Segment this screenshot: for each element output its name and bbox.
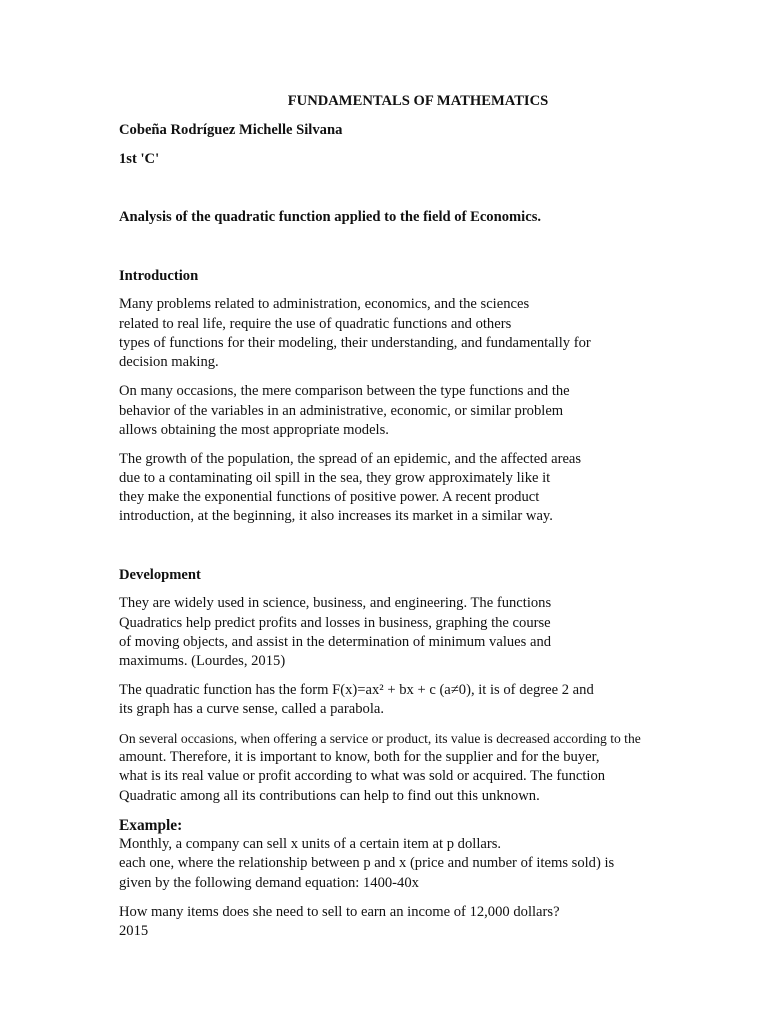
paragraph-line: introduction, at the beginning, it also increases its market in a similar way.: [119, 508, 553, 524]
paragraph-line: its graph has a curve sense, called a parabola.: [119, 701, 385, 717]
paragraph-line: 2015: [119, 923, 149, 939]
development-heading: Development: [119, 567, 201, 583]
paragraph-line: maximums. (Lourdes, 2015): [119, 653, 286, 669]
paragraph-line: The quadratic function has the form F(x)=ax² + bx + c (a≠0), it is of degree 2 and: [119, 682, 594, 698]
paragraph-line: On several occasions, when offering a service or product, its value is decreased according to the: [119, 731, 641, 746]
paragraph-line: Monthly, a company can sell x units of a certain item at p dollars.: [119, 836, 502, 852]
paragraph-line: due to a contaminating oil spill in the sea, they grow approximately like it: [119, 470, 551, 486]
paragraph-line: Many problems related to administration, economics, and the sciences: [119, 296, 530, 312]
author-name: Cobeña Rodríguez Michelle Silvana: [119, 122, 343, 138]
document-title: FUNDAMENTALS OF MATHEMATICS: [287, 93, 549, 109]
paragraph-line: decision making.: [119, 354, 219, 370]
paragraph-line: On many occasions, the mere comparison between the type functions and the: [119, 383, 570, 399]
paragraph-line: each one, where the relationship between p and x (price and number of items sold) is: [119, 855, 615, 871]
paragraph-line: they make the exponential functions of positive power. A recent product: [119, 489, 540, 505]
paragraph-line: amount. Therefore, it is important to know, both for the supplier and for the buyer,: [119, 749, 600, 765]
paragraph-line: types of functions for their modeling, their understanding, and fundamentally for: [119, 335, 591, 351]
paragraph-line: allows obtaining the most appropriate models.: [119, 422, 389, 438]
paragraph-line: related to real life, require the use of quadratic functions and others: [119, 316, 512, 332]
paragraph-line: of moving objects, and assist in the determination of minimum values and: [119, 634, 552, 650]
paragraph-line: given by the following demand equation: 1400-40x: [119, 875, 419, 891]
paragraph-line: behavior of the variables in an administrative, economic, or similar problem: [119, 403, 564, 419]
example-heading: Example:: [119, 817, 183, 834]
paragraph-line: Quadratic among all its contributions can help to find out this unknown.: [119, 788, 540, 804]
paragraph-line: The growth of the population, the spread of an epidemic, and the affected areas: [119, 451, 582, 467]
document-subject: Analysis of the quadratic function applied to the field of Economics.: [119, 209, 542, 225]
paragraph-line: How many items does she need to sell to earn an income of 12,000 dollars?: [119, 904, 560, 920]
course-label: 1st 'C': [119, 151, 160, 167]
paragraph-line: Quadratics help predict profits and losses in business, graphing the course: [119, 615, 551, 631]
paragraph-line: They are widely used in science, business, and engineering. The functions: [119, 595, 552, 611]
introduction-heading: Introduction: [119, 268, 199, 284]
paragraph-line: what is its real value or profit according to what was sold or acquired. The function: [119, 768, 606, 784]
